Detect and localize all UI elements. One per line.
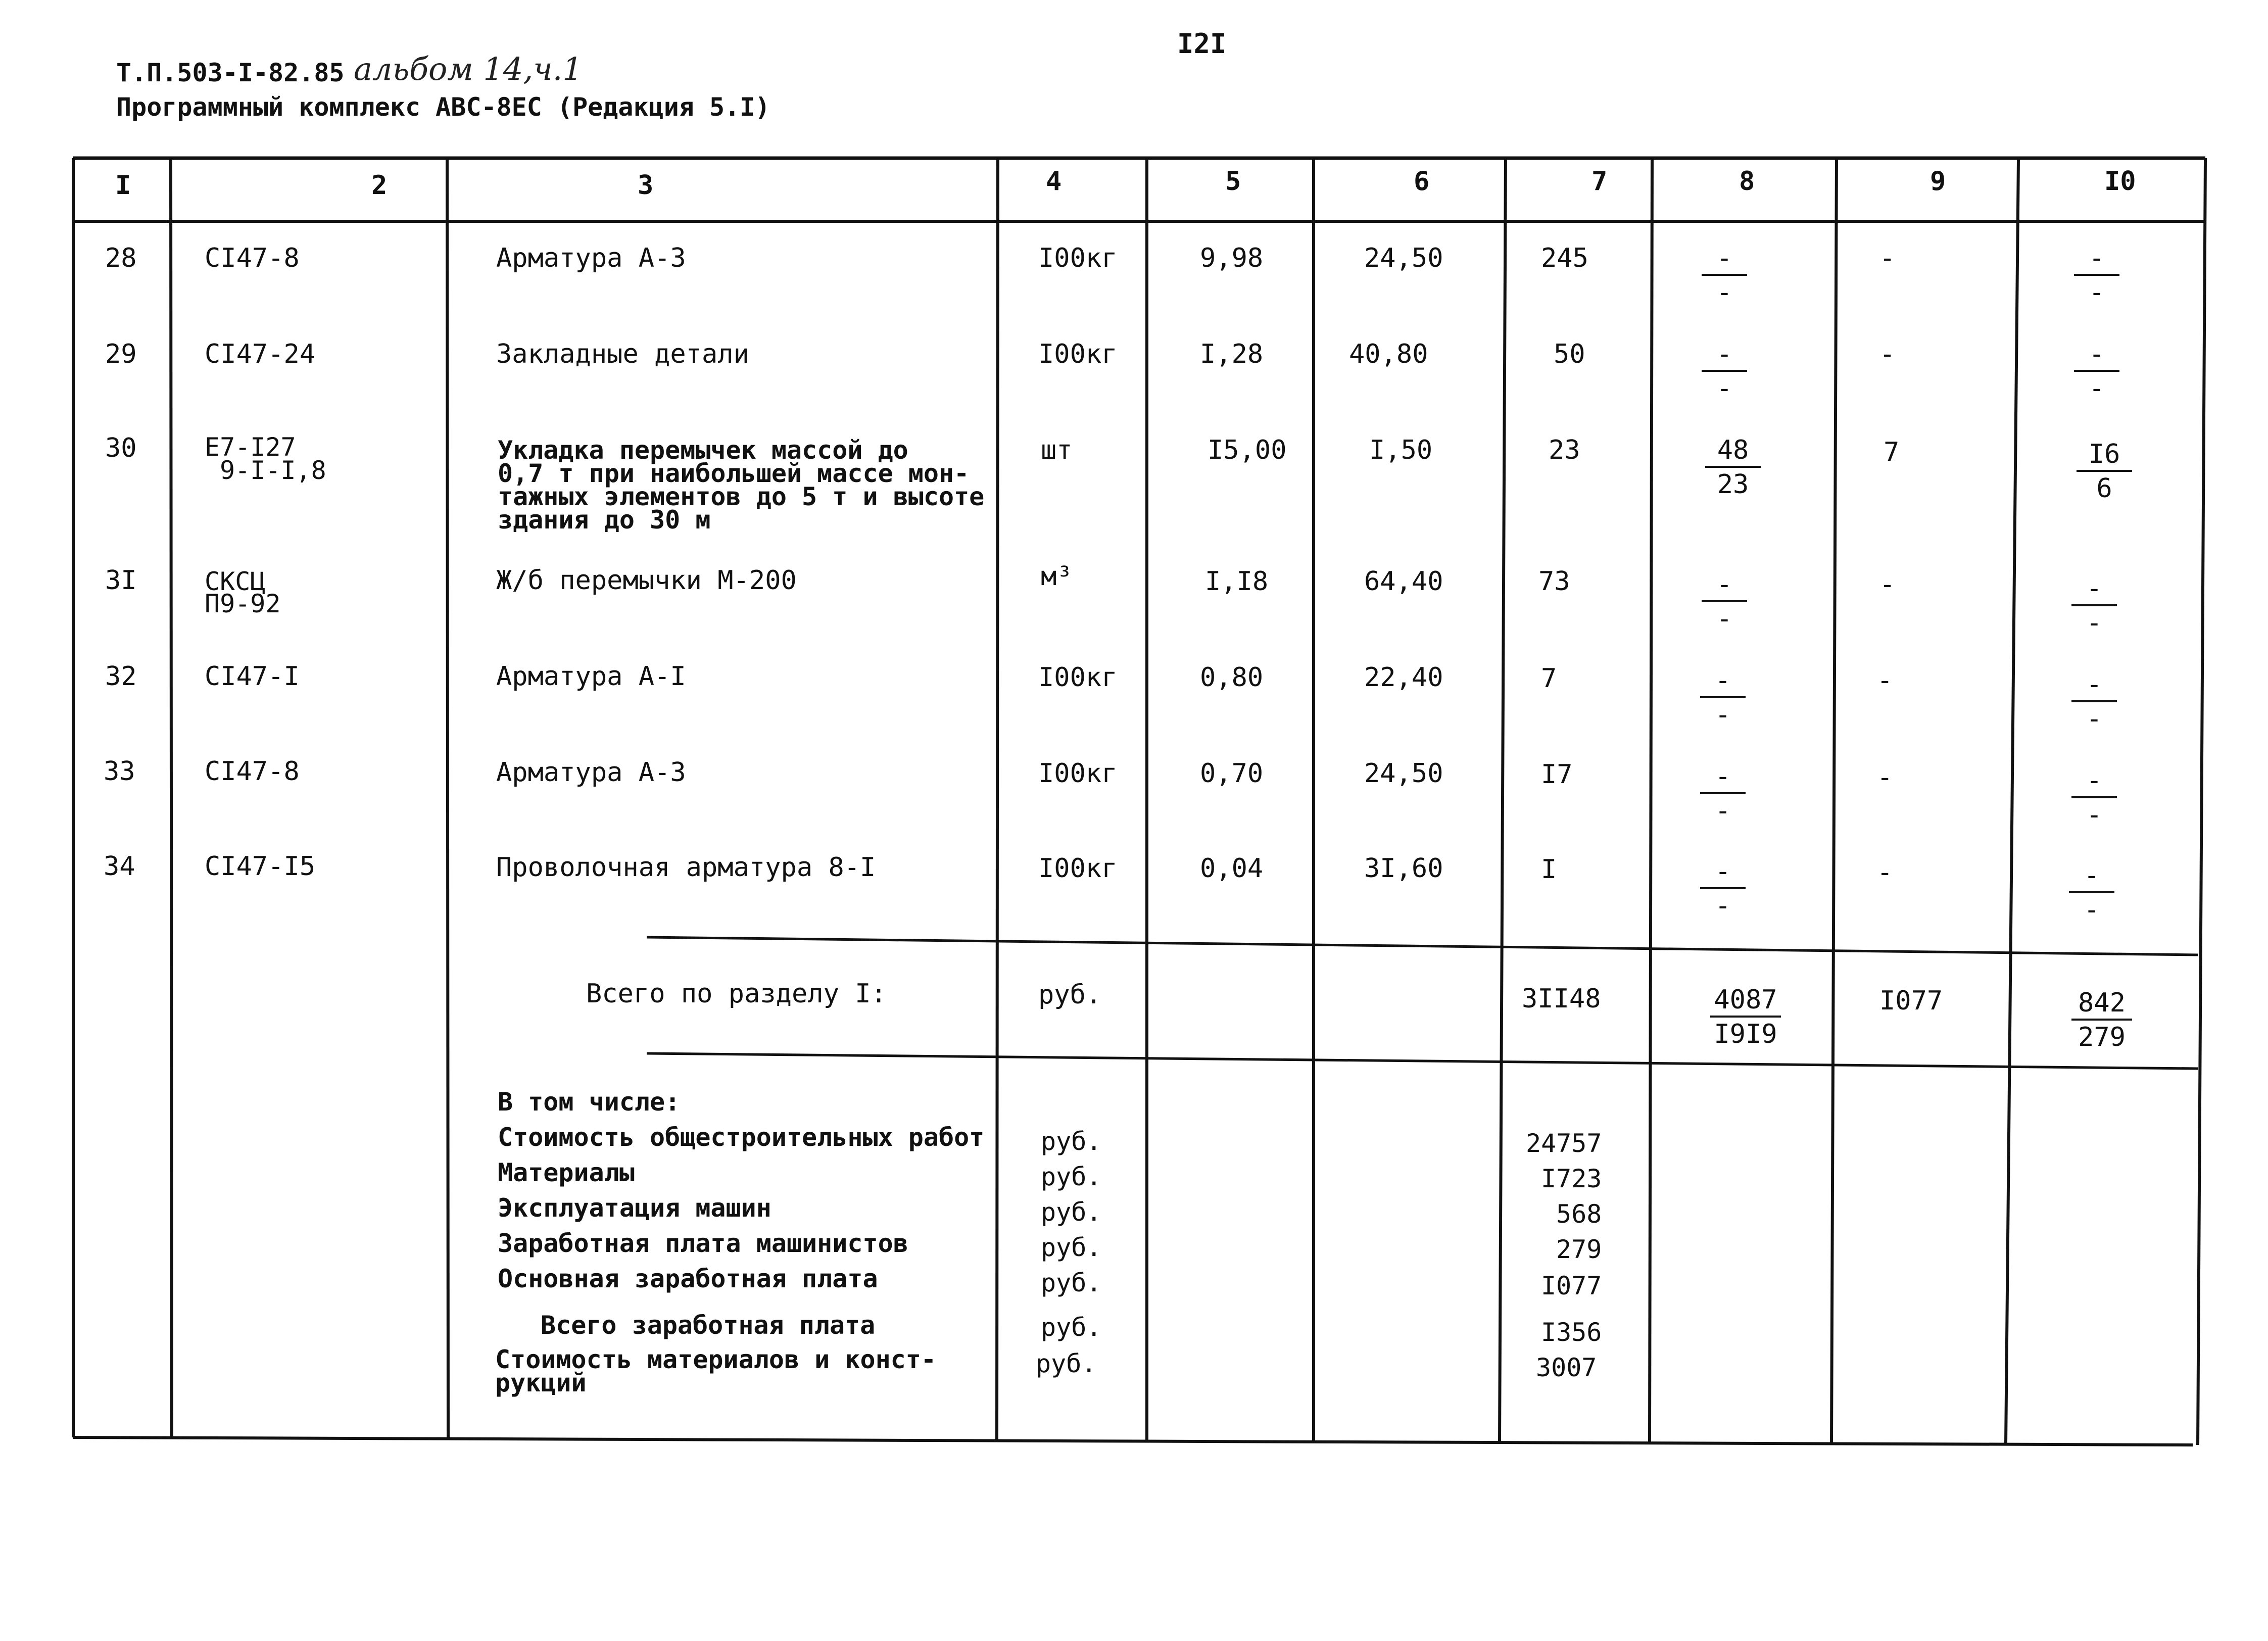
row-col8-fraction: - - <box>1702 340 1747 403</box>
row-price: 3I,60 <box>1364 853 1443 884</box>
row-number: 3I <box>105 565 137 596</box>
row-number: 30 <box>105 433 137 463</box>
breakdown-value: 3007 <box>1536 1353 1597 1382</box>
row-code: СКСЦ <box>205 567 266 596</box>
row-unit: м³ <box>1041 561 1073 592</box>
row-col10-fraction: - - <box>2074 340 2119 403</box>
row-col10-fraction: - - <box>2071 670 2117 734</box>
breakdown-unit: руб. <box>1036 1349 1097 1378</box>
row-number: 28 <box>105 243 137 273</box>
row-qty: I5,00 <box>1208 435 1287 465</box>
row-name-line-4: здания до 30 м <box>498 505 711 535</box>
page-number: I2I <box>1177 28 1227 60</box>
row-unit: I00кг <box>1038 758 1118 789</box>
row-col9: - <box>1877 665 1893 696</box>
row-unit: шт <box>1041 435 1073 465</box>
row-col9: - <box>1877 857 1893 888</box>
breakdown-unit: руб. <box>1041 1197 1102 1227</box>
row-col8-fraction: - - <box>1700 857 1746 921</box>
breakdown-label-line-2: рукций <box>495 1368 587 1397</box>
col-header-8: 8 <box>1739 166 1755 197</box>
section-total-unit: руб. <box>1038 980 1102 1010</box>
row-number: 33 <box>104 756 135 787</box>
row-col10-fraction: - - <box>2069 861 2114 925</box>
breakdown-unit: руб. <box>1041 1233 1102 1262</box>
row-number: 32 <box>105 661 137 692</box>
row-name-line-3: тажных элементов до 5 т и высоте <box>498 482 985 511</box>
row-name-line-2: 0,7 т при наибольшей массе мон- <box>498 459 970 488</box>
row-total: 245 <box>1541 243 1588 273</box>
row-code: CI47-8 <box>205 243 300 273</box>
row-price: 24,50 <box>1364 243 1443 273</box>
section-total-col8-fraction: $\frac{4087}{I9I9}$ <box>1710 985 1781 1049</box>
row-total: 50 <box>1554 339 1585 369</box>
row-qty: 0,80 <box>1200 662 1264 693</box>
row-qty: I,I8 <box>1205 566 1269 597</box>
row-qty: 0,04 <box>1200 853 1264 884</box>
breakdown-value: I077 <box>1541 1271 1602 1300</box>
row-name: Проволочная арматура 8-I <box>496 852 876 883</box>
row-code: CI47-I <box>205 661 300 692</box>
row-col8-fraction: $\frac{48}{23}$ <box>1705 436 1761 499</box>
document-subtitle: Программный комплекс АВС-8ЕС (Редакция 5.I) <box>116 92 770 122</box>
row-code: CI47-I5 <box>205 851 316 882</box>
col-header-3: 3 <box>638 170 654 201</box>
row-col10-fraction: $\frac{I6}{6}$ <box>2077 440 2132 503</box>
breakdown-unit: руб. <box>1041 1162 1102 1191</box>
row-code: CI47-24 <box>205 339 316 369</box>
row-total: 7 <box>1541 663 1557 694</box>
row-total: 23 <box>1549 435 1580 465</box>
section-total-value: 3II48 <box>1522 984 1601 1014</box>
row-unit: I00кг <box>1038 243 1118 273</box>
breakdown-label: Основная заработная плата <box>498 1264 878 1293</box>
row-col9: - <box>1879 339 1896 369</box>
row-number: 34 <box>104 851 135 882</box>
row-qty: I,28 <box>1200 339 1264 369</box>
breakdown-value: 568 <box>1556 1199 1602 1229</box>
section-total-col9: I077 <box>1879 986 1943 1016</box>
col-header-10: I0 <box>2104 166 2136 197</box>
section-total-label: Всего по разделу I: <box>586 979 887 1009</box>
row-col10-fraction: - - <box>2071 766 2117 830</box>
breakdown-value: I723 <box>1541 1164 1602 1193</box>
col-header-5: 5 <box>1225 166 1241 197</box>
document-code: Т.П.503-I-82.85 <box>116 58 345 87</box>
row-total: I <box>1541 854 1557 885</box>
col-header-4: 4 <box>1046 166 1062 197</box>
row-col8-fraction: - - <box>1700 666 1746 730</box>
col-header-2: 2 <box>371 170 388 201</box>
breakdown-unit: руб. <box>1041 1127 1102 1156</box>
row-col8-fraction: - - <box>1700 762 1746 826</box>
row-col9: - <box>1877 762 1893 793</box>
row-qty: 9,98 <box>1200 243 1264 273</box>
breakdown-heading: В том числе: <box>498 1087 681 1117</box>
row-price: 64,40 <box>1364 566 1443 597</box>
breakdown-value: 279 <box>1556 1235 1602 1264</box>
col-header-1: I <box>115 170 131 201</box>
breakdown-label: Эксплуатация машин <box>498 1193 771 1223</box>
breakdown-label: Стоимость общестроительных работ <box>498 1123 985 1152</box>
row-total: 73 <box>1538 566 1570 597</box>
row-name: Укладка перемычек массой до <box>498 436 908 465</box>
row-unit: I00кг <box>1038 853 1118 884</box>
row-unit: I00кг <box>1038 662 1118 693</box>
breakdown-label: Заработная плата машинистов <box>498 1229 908 1258</box>
section-total-col10-fraction: $\frac{842}{279}$ <box>2071 988 2132 1052</box>
row-code: Е7-I27 <box>205 432 296 462</box>
row-unit: I00кг <box>1038 339 1118 369</box>
row-price: I,50 <box>1369 435 1433 465</box>
breakdown-unit: руб. <box>1041 1313 1102 1342</box>
row-name: Арматура А-I <box>496 661 686 692</box>
row-qty: 0,70 <box>1200 758 1264 789</box>
row-col8-fraction: - - <box>1702 570 1747 634</box>
row-name: Арматура А-3 <box>496 243 686 273</box>
row-price: 24,50 <box>1364 758 1443 789</box>
row-price: 40,80 <box>1349 339 1428 369</box>
row-name: Арматура А-3 <box>496 757 686 788</box>
row-price: 22,40 <box>1364 662 1443 693</box>
row-total: I7 <box>1541 759 1573 790</box>
row-col9: - <box>1879 569 1896 600</box>
row-number: 29 <box>105 339 137 369</box>
row-code-secondary: П9-92 <box>205 589 281 618</box>
col-header-6: 6 <box>1414 166 1430 197</box>
row-col8-fraction: - - <box>1702 244 1747 307</box>
row-name: Ж/б перемычки М-200 <box>496 565 797 596</box>
breakdown-value: I356 <box>1541 1318 1602 1347</box>
row-col9: 7 <box>1884 437 1900 467</box>
breakdown-label: Материалы <box>498 1158 635 1187</box>
row-name: Закладные детали <box>496 339 749 369</box>
breakdown-label: Всего заработная плата <box>541 1311 876 1340</box>
col-header-7: 7 <box>1591 166 1608 197</box>
row-code-secondary: 9-I-I,8 <box>220 456 326 485</box>
row-code: CI47-8 <box>205 756 300 787</box>
album-handwritten-note: альбом 14,ч.1 <box>354 51 583 87</box>
breakdown-label: Стоимость материалов и конст- <box>495 1345 936 1374</box>
breakdown-unit: руб. <box>1041 1268 1102 1297</box>
row-col10-fraction: - - <box>2074 244 2119 307</box>
col-header-9: 9 <box>1930 166 1946 197</box>
breakdown-value: 24757 <box>1526 1129 1602 1158</box>
row-col10-fraction: - - <box>2071 574 2117 638</box>
row-col9: - <box>1879 243 1896 273</box>
